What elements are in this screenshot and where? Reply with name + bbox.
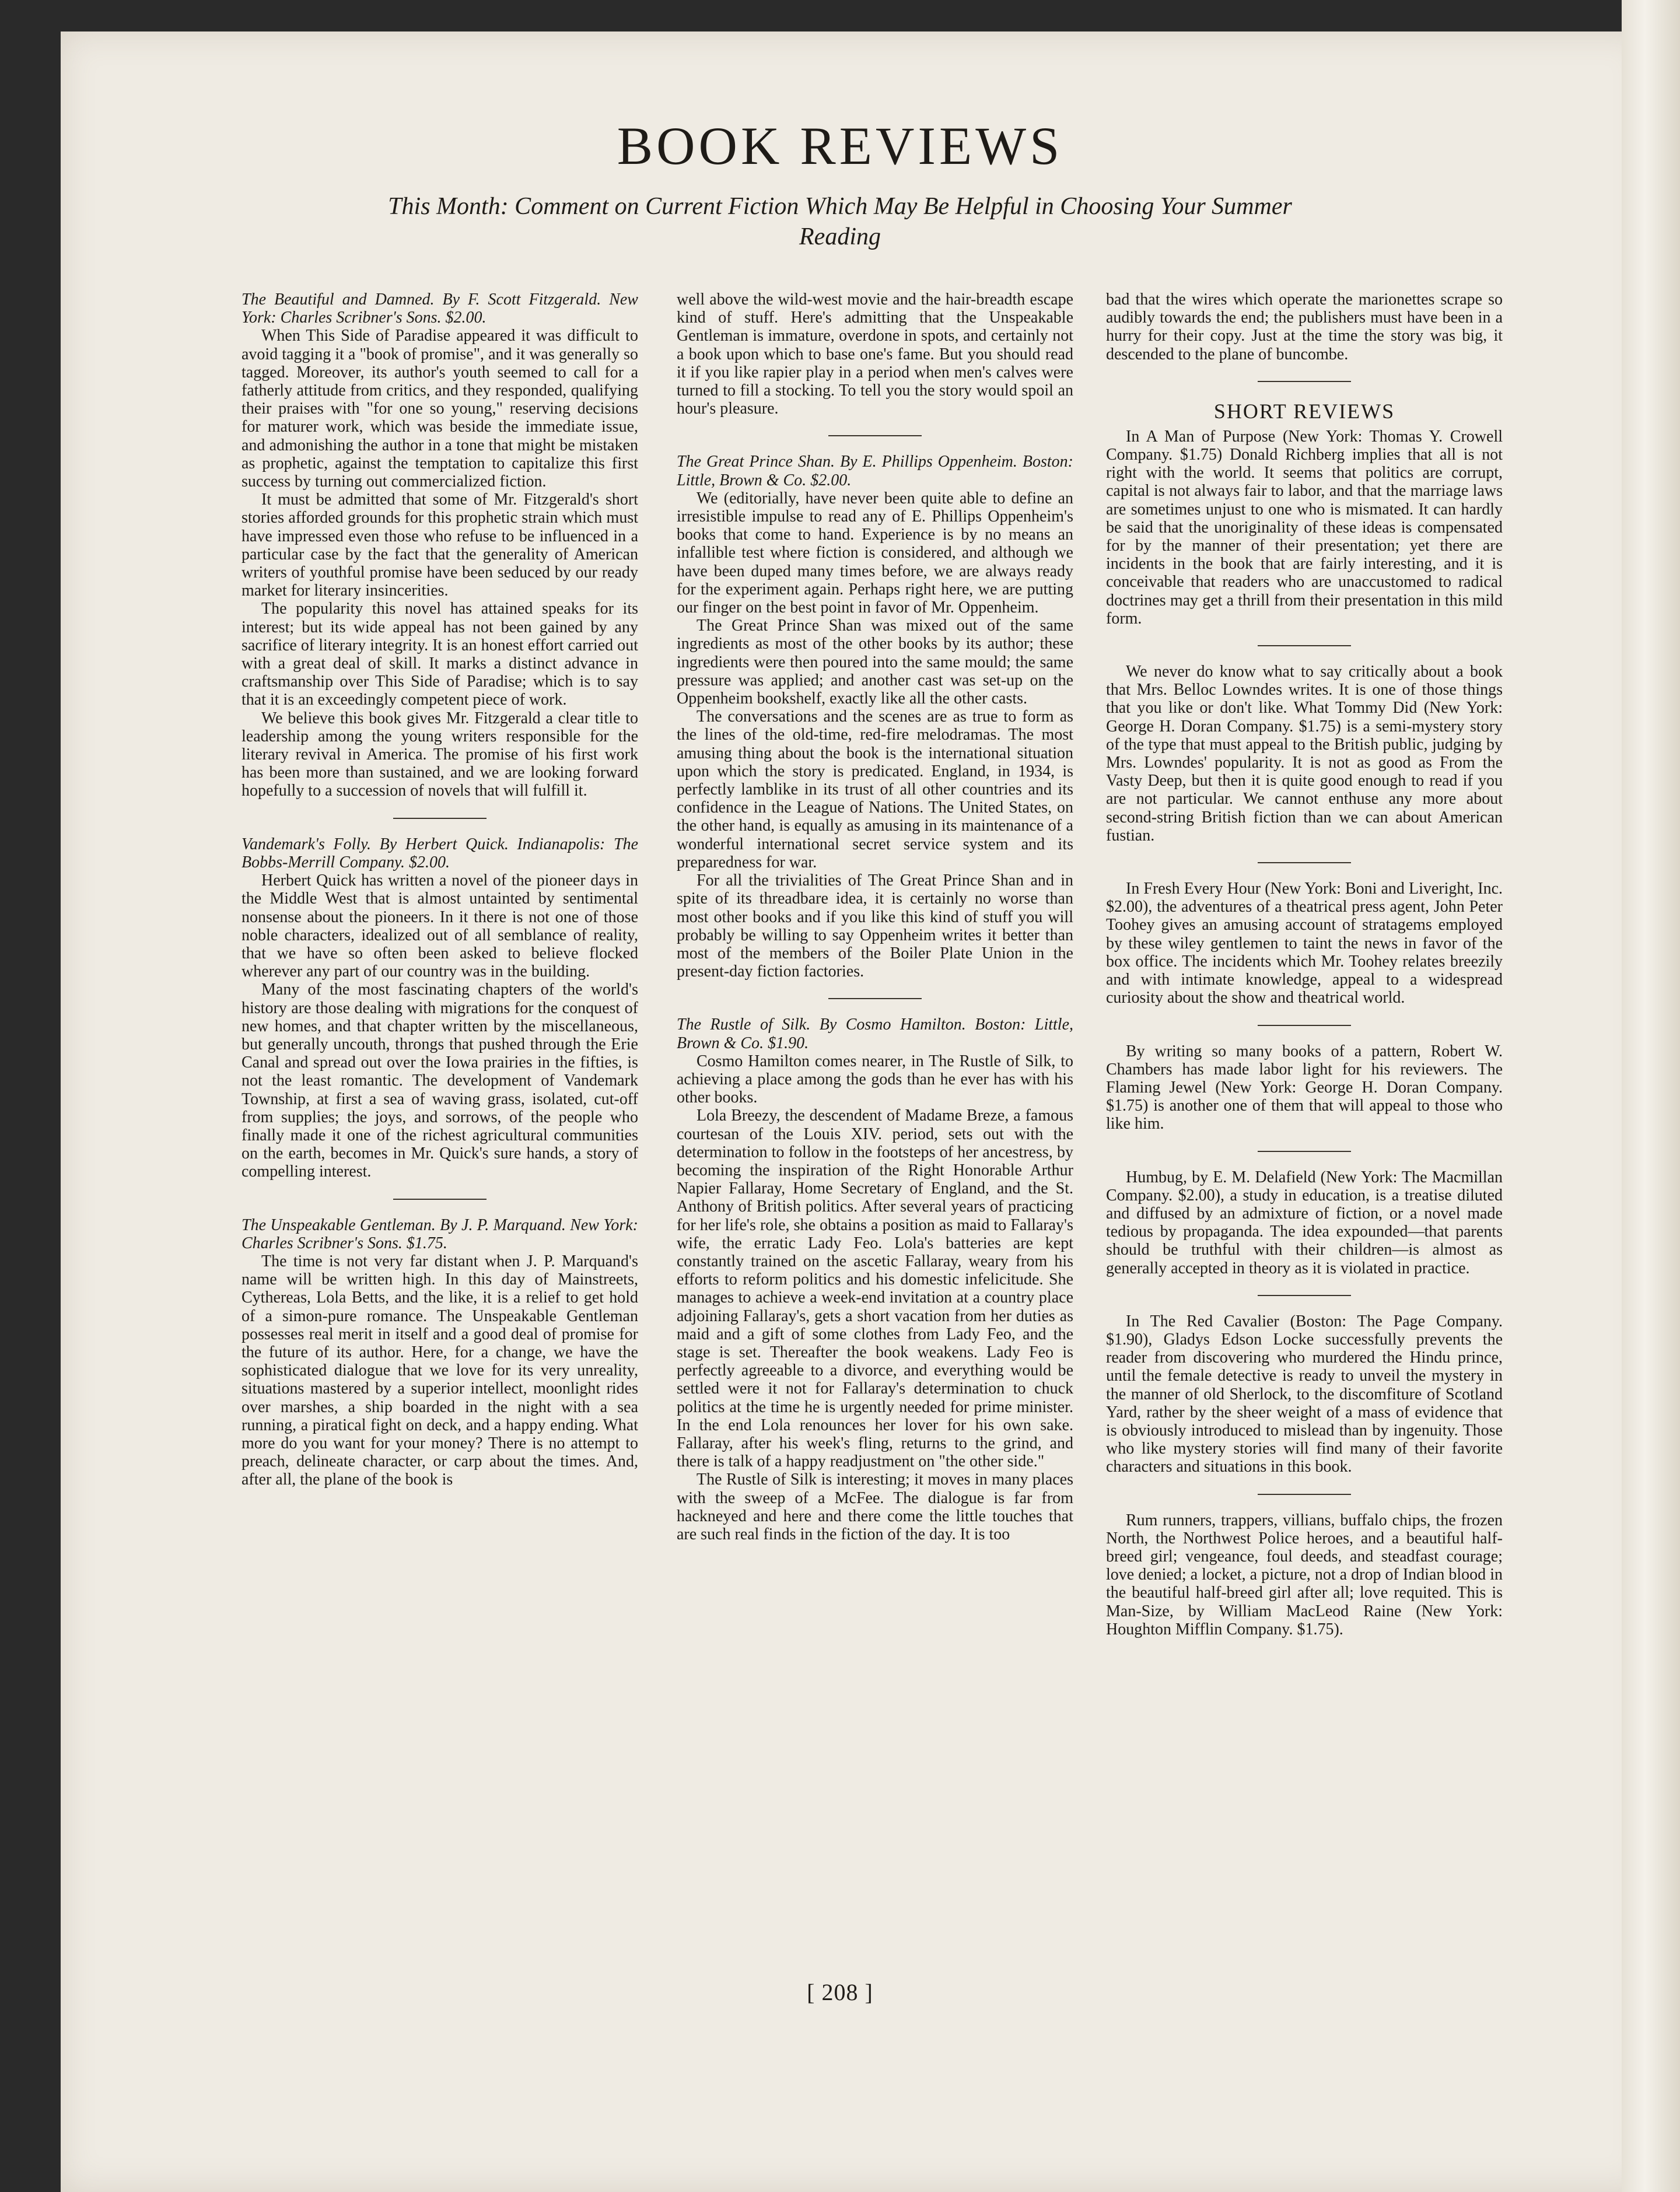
column-2 bbox=[677, 290, 1073, 1543]
review-paragraph: The conversations and the scenes are as true to form as the lines of the old-time, red-fire melodramas. The most amusing thing about the book is the international situation upon which the story is predicated. England, in 1934, is perfectly lamblike in its trust of all other countries and its confidence in the League of Nations. The United States, on the other hand, is equally as amusing in its maintenance of a wonderful international secret service system and its preparedness for war. bbox=[677, 708, 1073, 871]
section-divider bbox=[393, 818, 487, 819]
page-header bbox=[0, 117, 1680, 252]
review-paragraph: The Great Prince Shan was mixed out of the same ingredients as most of the other books by its author; these ingredients were then poured into the same mould; the same pressure was applied; and another cast was set-up on the Oppenheim bookshelf, exactly like all the other casts. bbox=[677, 617, 1073, 708]
section-divider bbox=[1258, 1151, 1351, 1152]
section-divider bbox=[828, 435, 922, 436]
review-citation: The Rustle of Silk. By Cosmo Hamilton. Boston: Little, Brown & Co. $1.90. bbox=[677, 1016, 1073, 1052]
section-divider bbox=[1258, 1295, 1351, 1296]
review-paragraph: The popularity this novel has attained speaks for its interest; but its wide appeal has not been gained by any sacrifice of literary integrity. It is an honest effort carried out with a great deal of skill. It marks a distinct advance in craftsmanship over This Side of Paradise; which is to say that it is an exceedingly competent piece of work. bbox=[242, 600, 638, 709]
short-review: In The Red Cavalier (Boston: The Page Company. $1.90), Gladys Edson Locke successfully prevents the reader from discovering who murdered the Hindu prince, until the female detective is ready to unveil the mystery in the manner of old Sherlock, to the discomfiture of Scotland Yard, rather by the sheer weight of a mass of evidence that is obviously introduced to mislead than by ingenuity. Those who like mystery stories will find many of their favorite characters and situations in this book. bbox=[1106, 1312, 1503, 1476]
page-title: BOOK REVIEWS bbox=[617, 116, 1063, 176]
review-paragraph-continued: well above the wild-west movie and the hair-breadth escape kind of stuff. Here's admitting that the Unspeakable Gentleman is immature, overdone in spots, and certainly not a book upon which to base one's fame. But you should read it if you like rapier play in a period when men's calves were turned to fill a stocking. To tell you the story would spoil an hour's pleasure. bbox=[677, 290, 1073, 418]
short-reviews-heading: SHORT REVIEWS bbox=[1213, 399, 1395, 423]
page-gutter bbox=[1622, 0, 1680, 2192]
section-divider bbox=[1258, 1494, 1351, 1495]
review-paragraph: The Rustle of Silk is interesting; it moves in many places with the sweep of a McFee. The dialogue is far from hackneyed and here and there come the little touches that are such real finds in the fiction of the day. It is too bbox=[677, 1470, 1073, 1543]
review-paragraph: We believe this book gives Mr. Fitzgerald a clear title to leadership among the young writers responsible for the literary revival in America. The promise of his first work has been more than sustained, and we are looking forward hopefully to a succession of novels that will fulfill it. bbox=[242, 709, 638, 800]
section-divider bbox=[1258, 381, 1351, 382]
review-citation: The Unspeakable Gentleman. By J. P. Marquand. New York: Charles Scribner's Sons. $1.75. bbox=[242, 1216, 638, 1252]
page-number: [ 208 ] bbox=[807, 1979, 873, 2005]
review-paragraph-continued: bad that the wires which operate the marionettes scrape so audibly towards the end; the publishers must have been in a hurry for their copy. Just at the time the story was big, it descended to the plane of buncombe. bbox=[1106, 290, 1503, 363]
review-paragraph: For all the trivialities of The Great Prince Shan and in spite of its threadbare idea, it is certainly no worse than most other books and if you like this kind of stuff you will probably be willing to say Oppenheim writes it better than most of the members of the Boiler Plate Union in the present-day fiction factories. bbox=[677, 871, 1073, 981]
review-paragraph: When This Side of Paradise appeared it was difficult to avoid tagging it a "book of promise", and it was generally so tagged. Moreover, its author's youth seemed to call for a fatherly attitude from critics, and they responded, qualifying their praises with "for one so young," reserving decisions for maturer work, which was beside the immediate issue, and admonishing the author in a tone that might be mistaken as prophetic, against the temptation to capitalize this first success by turning out commercialized fiction. bbox=[242, 327, 638, 491]
section-divider bbox=[1258, 645, 1351, 646]
review-citation: The Beautiful and Damned. By F. Scott Fitzgerald. New York: Charles Scribner's Sons. $2.00. bbox=[242, 290, 638, 327]
review-paragraph: It must be admitted that some of Mr. Fitzgerald's short stories afforded grounds for this prophetic strain which must have impressed even those who refuse to be influenced in a particular case by the fact that the generality of American writers of youthful promise have been seduced by our ready market for literary insincerities. bbox=[242, 491, 638, 600]
column-3 bbox=[1106, 290, 1503, 1638]
section-divider bbox=[1258, 1025, 1351, 1026]
short-review: By writing so many books of a pattern, Robert W. Chambers has made labor light for his reviewers. The Flaming Jewel (New York: George H. Doran Company. $1.75) is another one of them that will appeal to those who like him. bbox=[1106, 1042, 1503, 1133]
column-1 bbox=[242, 290, 638, 1489]
review-paragraph: Lola Breezy, the descendent of Madame Breze, a famous courtesan of the Louis XIV. period, sets out with the determination to follow in the footsteps of her ancestress, by becoming the inspiration of the Right Honorable Arthur Napier Fallaray, Home Secretary of England, and the St. Anthony of British politics. After several years of practicing for her life's role, she obtains a position as maid to Fallaray's wife, the erratic Lady Feo. Lola's batteries are kept constantly trained on the ascetic Fallaray, weary from his efforts to reform politics and his domestic infelicitude. She manages to achieve a week-end invitation at a country place adjoining Fallaray's, gets a short vacation from her duties as maid and a gift of some clothes from Lady Feo, and the stage is set. Thereafter the book weakens. Lady Feo is perfectly agreeable to a divorce, and everything would be settled were it not for Fallaray's determination to chuck politics at the time he is urgently needed for prime minister. In the end Lola renounces her lover for his own sake. Fallaray, after his week's fling, returns to the grind, and there is talk of a happy readjustment on "the other side." bbox=[677, 1106, 1073, 1471]
short-review: Humbug, by E. M. Delafield (New York: The Macmillan Company. $2.00), a study in education, is a treatise diluted and diffused by an admixture of fiction, or a novel made tedious by propaganda. The idea expounded—that parents should be truthful with their children—is almost as generally accepted in theory as it is violated in practice. bbox=[1106, 1168, 1503, 1277]
review-paragraph: We (editorially, have never been quite able to define an irresistible impulse to read any of E. Phillips Oppenheim's books that come to hand. Experience is by no means an infallible test where fiction is considered, and although we have been duped many times before, we are always ready for the experiment again. Perhaps right here, we are putting our finger on the best point in favor of Mr. Oppenheim. bbox=[677, 489, 1073, 617]
section-divider bbox=[828, 998, 922, 999]
review-citation: Vandemark's Folly. By Herbert Quick. Indianapolis: The Bobbs-Merrill Company. $2.00. bbox=[242, 835, 638, 871]
page-subtitle: This Month: Comment on Current Fiction Which May Be Helpful in Choosing Your Summer Reading bbox=[388, 193, 1292, 250]
short-review: In Fresh Every Hour (New York: Boni and Liveright, Inc. $2.00), the adventures of a theatrical press agent, John Peter Toohey gives an amusing account of stratagems employed by these wiley gentlemen to taint the news in favor of the box office. The incidents which Mr. Toohey relates breezily and with intimate knowledge, appeal to a widespread curiosity about the show and theatrical world. bbox=[1106, 880, 1503, 1007]
short-review: Rum runners, trappers, villians, buffalo chips, the frozen North, the Northwest Police heroes, and a beautiful half-breed girl; vengeance, foul deeds, and steadfast courage; love denied; a locket, a picture, not a drop of Indian blood in the beautiful half-breed girl after all; love requited. This is Man-Size, by William MacLeod Raine (New York: Houghton Mifflin Company. $1.75). bbox=[1106, 1511, 1503, 1638]
review-paragraph: The time is not very far distant when J. P. Marquand's name will be written high. In this day of Mainstreets, Cythereas, Lola Betts, and the like, it is a relief to get hold of a simon-pure romance. The Unspeakable Gentleman possesses real merit in itself and a good deal of promise for the future of its author. Here, for a change, we have the sophisticated dialogue that we love for its very unreality, situations mastered by a superior intellect, moonlight rides over marshes, a ship boarded in the night with a sea running, a piratical fight on deck, and a happy ending. What more do you want for your money? There is no attempt to preach, delineate character, or carp about the times. And, after all, the plane of the book is bbox=[242, 1252, 638, 1489]
review-paragraph: Many of the most fascinating chapters of the world's history are those dealing with migrations for the conquest of new homes, and that chapter written by the miscellaneous, but generally uncouth, throngs that pushed through the Erie Canal and spread out over the Iowa prairies in the fifties, is not the least romantic. The development of Vandemark Township, at first a sea of waving grass, isolated, cut-off from supplies; the joys, and sorrows, of the people who finally made it one of the richest agricultural communities on the earth, becomes in Mr. Quick's sure hands, a story of compelling interest. bbox=[242, 981, 638, 1181]
short-review: We never do know what to say critically about a book that Mrs. Belloc Lowndes writes. It is one of those things that you like or don't like. What Tommy Did (New York: George H. Doran Company. $1.75) is a semi-mystery story of the type that must appeal to the British public, judging by Mrs. Lowndes' popularity. It is not as good as From the Vasty Deep, but then it is quite good enough to read if you are not particular. We cannot enthuse any more about second-string British fiction than we can about American fustian. bbox=[1106, 663, 1503, 845]
review-paragraph: Herbert Quick has written a novel of the pioneer days in the Middle West that is almost untainted by sentimental nonsense about the pioneers. In it there is not one of those noble characters, idealized out of all semblance of reality, that we have so often been asked to believe flocked wherever any part of our country was in the building. bbox=[242, 871, 638, 981]
short-review: In A Man of Purpose (New York: Thomas Y. Crowell Company. $1.75) Donald Richberg implies that all is not right with the world. It seems that politics are corrupt, capital is not always fair to labor, and that the marriage laws are sometimes unjust to one who is mismated. It can hardly be said that the unoriginality of these ideas is compensated for by the manner of their presentation; yet there are incidents in the book that are fairly interesting, and it is conceivable that readers who are unaccustomed to radical doctrines may get a thrill from their presentation in this mild form. bbox=[1106, 427, 1503, 628]
review-citation: The Great Prince Shan. By E. Phillips Oppenheim. Boston: Little, Brown & Co. $2.00. bbox=[677, 453, 1073, 489]
section-divider bbox=[393, 1199, 487, 1200]
section-divider bbox=[1258, 862, 1351, 863]
review-paragraph: Cosmo Hamilton comes nearer, in The Rustle of Silk, to achieving a place among the gods than he ever has with his other books. bbox=[677, 1052, 1073, 1107]
